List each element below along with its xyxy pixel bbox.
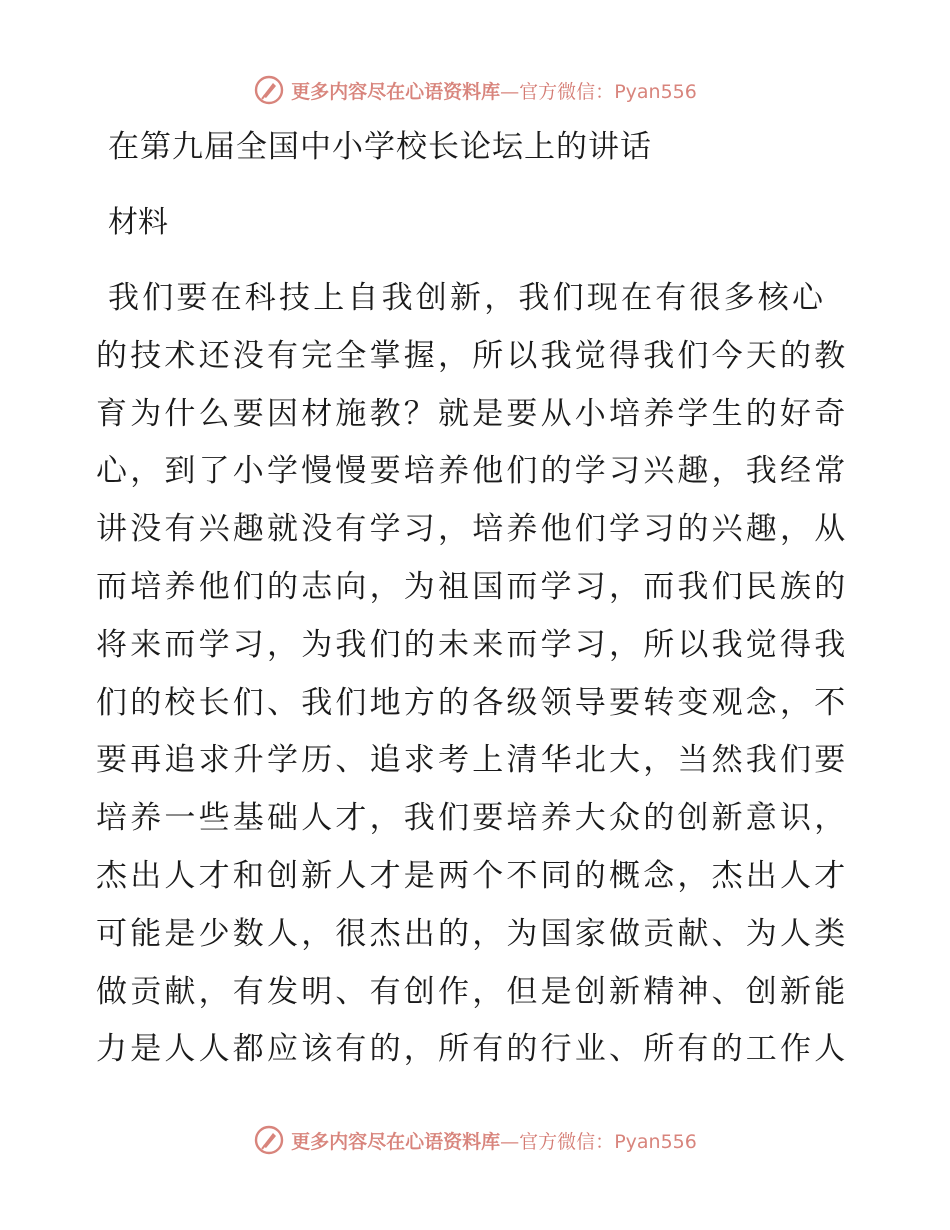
body-line: 们的校长们、我们地方的各级领导要转变观念，不	[96, 684, 849, 721]
body-line: 杰出人才和创新人才是两个不同的概念，杰出人才	[96, 857, 849, 894]
document-body	[96, 270, 856, 1079]
watermark-code: Pyan556	[614, 1130, 697, 1153]
body-line: 要再追求升学历、追求考上清华北大，当然我们要	[96, 742, 849, 779]
body-line: 可能是少数人，很杰出的，为国家做贡献、为人类	[96, 915, 849, 952]
watermark-separator: —	[500, 80, 520, 103]
body-line: 的技术还没有完全掌握，所以我觉得我们今天的教	[96, 337, 849, 374]
watermark-code: Pyan556	[614, 80, 697, 103]
watermark-separator: —	[500, 1130, 520, 1153]
body-line: 育为什么要因材施教？就是要从小培养学生的好奇	[96, 395, 849, 432]
watermark-text	[291, 1127, 697, 1154]
body-line: 我们要在科技上自我创新，我们现在有很多核心	[108, 280, 827, 316]
watermark-main: 更多内容尽在心语资料库	[291, 80, 501, 103]
body-line: 而培养他们的志向，为祖国而学习，而我们民族的	[96, 568, 849, 605]
header-watermark	[0, 70, 950, 110]
document-subtitle: 材料	[108, 205, 168, 240]
body-line: 心，到了小学慢慢要培养他们的学习兴趣，我经常	[96, 453, 849, 490]
quill-logo-icon	[253, 74, 285, 106]
body-line: 做贡献，有发明、有创作，但是创新精神、创新能	[96, 973, 849, 1010]
watermark-label: 官方微信：	[519, 80, 615, 103]
quill-logo-icon	[253, 1124, 285, 1156]
body-line: 讲没有兴趣就没有学习，培养他们学习的兴趣，从	[96, 511, 849, 548]
watermark-main: 更多内容尽在心语资料库	[291, 1130, 501, 1153]
document-title: 在第九届全国中小学校长论坛上的讲话	[108, 129, 652, 165]
body-line: 将来而学习，为我们的未来而学习，所以我觉得我	[96, 626, 849, 663]
body-line: 力是人人都应该有的，所有的行业、所有的工作人	[96, 1031, 849, 1068]
watermark-label: 官方微信：	[519, 1130, 615, 1153]
body-line: 培养一些基础人才，我们要培养大众的创新意识，	[96, 800, 849, 837]
footer-watermark	[0, 1120, 950, 1160]
watermark-text	[291, 77, 697, 104]
